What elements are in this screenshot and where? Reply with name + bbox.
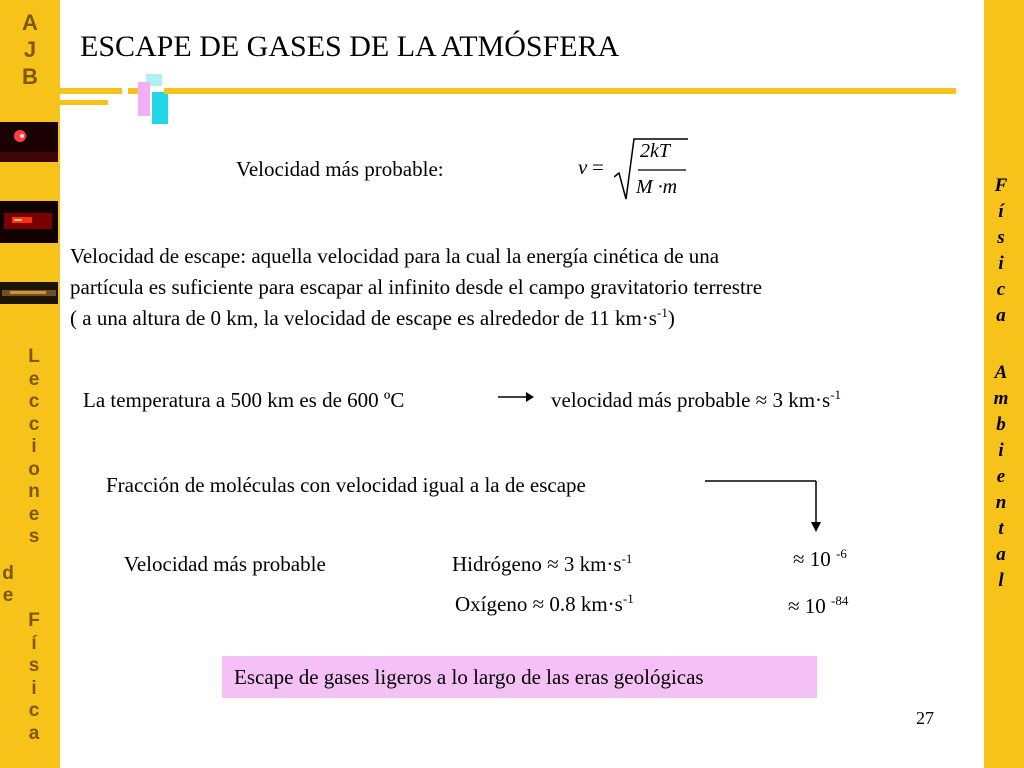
right-sidebar-letter-fisica: í <box>998 201 1004 222</box>
oxygen-velocity: Oxígeno ≈ 0.8 $km\cdot s^{-1}$ <box>455 591 634 616</box>
sidebar-letter-lecciones: c <box>28 413 40 435</box>
right-sidebar-letter-ambiental: l <box>998 570 1004 591</box>
fraction-statement: Fracción de moléculas con velocidad igual a la de escape <box>106 473 586 497</box>
temperature-velocity-result: velocidad más probable ≈ 3 $km\cdot s^{-1}$ <box>551 387 842 412</box>
sidebar-letter-de: d <box>2 563 14 584</box>
right-sidebar-letter-ambiental: e <box>996 466 1006 487</box>
formula-denominator: M ·m <box>636 176 678 198</box>
sidebar-letter-lecciones: n <box>28 481 40 502</box>
escape-definition-line-1: Velocidad de escape: aquella velocidad para la cual la energía cinética de una <box>70 244 720 268</box>
right-sidebar-letter-fisica: i <box>998 253 1004 274</box>
sidebar-letter-fisica: c <box>28 700 40 721</box>
right-sidebar-letter-ambiental: n <box>995 492 1007 513</box>
sidebar-letter-lecciones: L <box>28 346 40 367</box>
sidebar-letter-de: e <box>2 585 14 606</box>
velocidad-probable-label: Velocidad más probable: <box>236 157 444 181</box>
right-sidebar-letter-fisica: c <box>996 279 1006 300</box>
right-sidebar-letter-fisica: a <box>996 305 1006 326</box>
title-decoration <box>60 70 960 130</box>
sidebar-letter-lecciones: s <box>28 526 40 547</box>
sidebar-letter-lecciones: e <box>28 368 40 390</box>
sidebar-letter-lecciones: c <box>28 391 40 412</box>
escape-definition-line-2: partícula es suficiente para escapar al infinito desde el campo gravitatorio terrestre <box>70 275 763 299</box>
sidebar-letter-fisica: i <box>31 677 37 699</box>
sidebar-letter-fisica: í <box>31 632 37 654</box>
hydrogen-fraction: ≈ 10 $^{-6}$ <box>793 546 847 571</box>
oxygen-fraction: ≈ 10 $^{-84}$ <box>788 593 849 618</box>
sidebar-letter-lecciones: e <box>28 503 40 525</box>
right-sidebar-letter-fisica: s <box>997 227 1005 248</box>
sidebar-letter-ajb: J <box>23 37 37 62</box>
right-sidebar-letter-ambiental: t <box>998 518 1004 539</box>
formula-v: v <box>578 155 588 179</box>
highlight-text: Escape de gases ligeros a lo largo de las eras geológicas <box>234 665 704 689</box>
formula-equals: = <box>592 155 604 179</box>
temperature-statement: La temperatura a 500 km es de 600 ºC <box>83 388 405 412</box>
thumbnail-image-2 <box>0 201 58 243</box>
fraction-pointer-arrow-icon <box>700 478 830 534</box>
sidebar-letter-fisica: s <box>28 655 40 676</box>
formula-numerator: 2kT <box>640 140 670 162</box>
right-sidebar-letter-fisica: F <box>994 175 1008 196</box>
arrow-right-icon <box>496 388 536 408</box>
sidebar-letter-fisica: F <box>28 610 40 631</box>
page-number: 27 <box>916 708 934 728</box>
highlight-box <box>222 656 817 698</box>
right-sidebar-letter-ambiental: m <box>993 388 1009 409</box>
row-label-velocidad-probable: Velocidad más probable <box>124 552 326 576</box>
right-sidebar-letter-ambiental: i <box>998 440 1004 461</box>
sidebar-letter-lecciones: i <box>31 436 37 457</box>
formula-most-probable-velocity <box>578 135 698 205</box>
right-sidebar <box>984 0 1024 768</box>
thumbnail-image-1 <box>0 122 58 162</box>
sidebar-letter-lecciones: o <box>28 458 40 480</box>
right-sidebar-letter-ambiental: b <box>996 414 1006 435</box>
sidebar-letter-ajb: B <box>22 64 38 89</box>
sidebar-letter-fisica: a <box>28 722 40 744</box>
sidebar-letter-ajb: A <box>22 10 38 35</box>
thumbnail-image-3 <box>0 282 58 304</box>
right-sidebar-letter-ambiental: a <box>996 544 1006 565</box>
right-sidebar-letter-ambiental: A <box>994 362 1008 383</box>
escape-definition-line-3: ( a una altura de 0 km, la velocidad de escape es alrededor de 11 $km\cdot s^{-1}$) <box>70 305 675 330</box>
hydrogen-velocity: Hidrógeno ≈ 3 $km\cdot s^{-1}$ <box>452 551 633 576</box>
page-title: ESCAPE DE GASES DE LA ATMÓSFERA <box>80 30 620 63</box>
